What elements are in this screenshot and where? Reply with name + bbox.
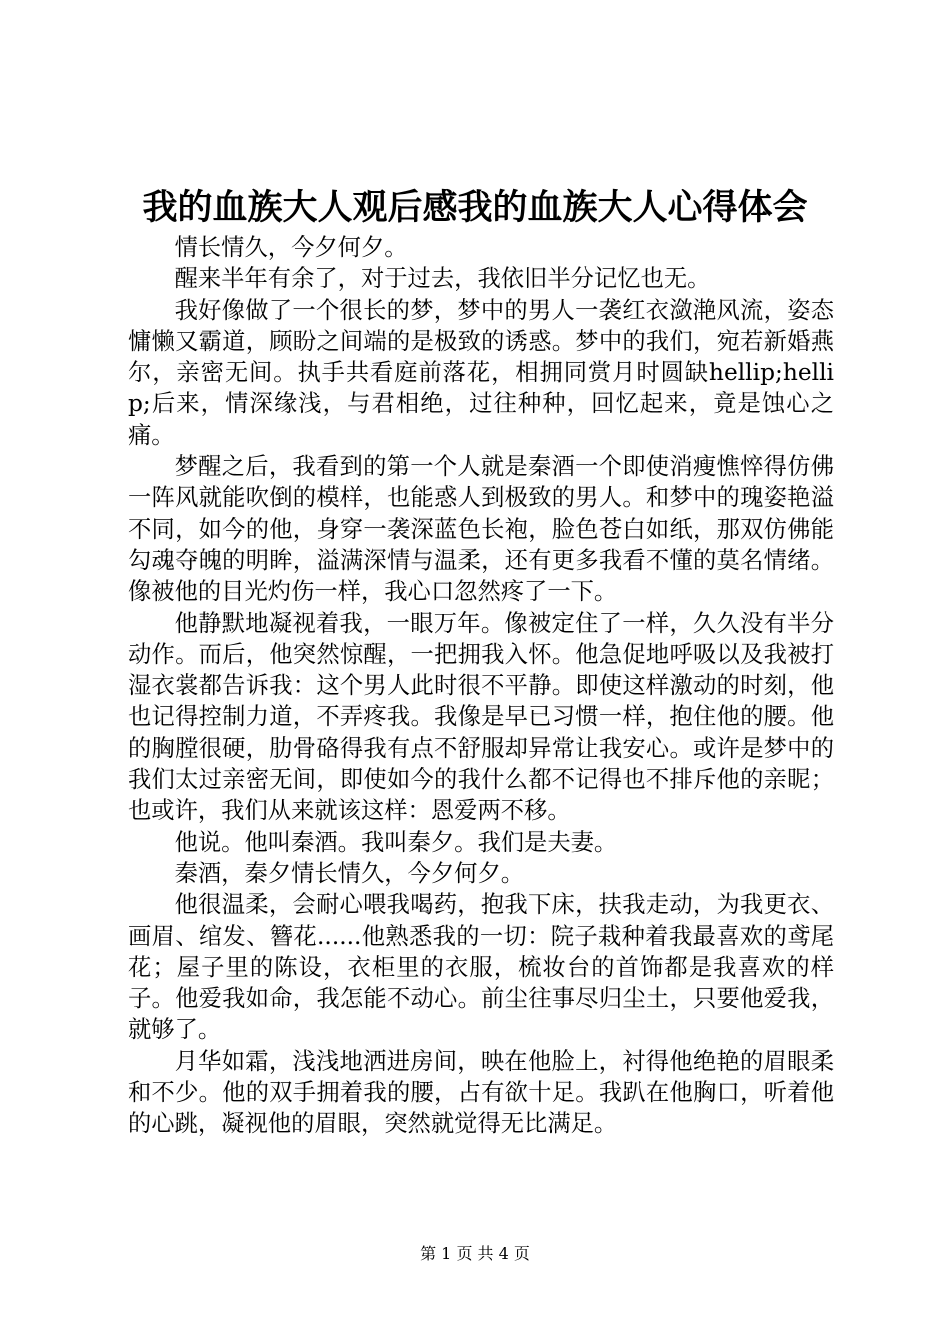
paragraph: 秦酒，秦夕情长情久，今夕何夕。 xyxy=(174,859,525,887)
paragraph: 情长情久，今夕何夕。 xyxy=(174,234,408,261)
paragraph: 我好像做了一个很长的梦，梦中的男人一袭红衣潋滟风流，姿态慵懒又霸道，顾盼之间端的是极致的诱惑。梦中的我们，宛若新婚燕尔，亲密无间。执手共看庭前落花，相拥同赏月时圆缺hellip;hellip;后来，情深缘浅，与君相绝，过往种种，回忆起来，竟是蚀心之痛。 xyxy=(128,296,834,449)
paragraph: 梦醒之后，我看到的第一个人就是秦酒一个即使消瘦憔悴得仿佛一阵风就能吹倒的模样，也能惑人到极致的男人。和梦中的瑰姿艳溢不同，如今的他，身穿一袭深蓝色长袍，脸色苍白如纸，那双仿佛能勾魂夺魄的明眸，溢满深情与温柔，还有更多我看不懂的莫名情绪。像被他的目光灼伤一样，我心口忽然疼了一下。 xyxy=(128,453,834,606)
paragraph: 醒来半年有余了，对于过去，我依旧半分记忆也无。 xyxy=(174,265,711,293)
page-footer: 第 1 页 共 4 页 xyxy=(420,1244,530,1263)
paragraph: 他说。他叫秦酒。我叫秦夕。我们是夫妻。 xyxy=(174,828,618,856)
document-body xyxy=(128,232,834,1140)
paragraph: 他很温柔，会耐心喂我喝药，抱我下床，扶我走动，为我更衣、画眉、绾发、簪花......他熟悉我的一切：院子栽种着我最喜欢的鸢尾花；屋子里的陈设，衣柜里的衣服，梳妆台的首饰都是我喜欢的样子。他爱我如命，我怎能不动心。前尘往事尽归尘土，只要他爱我，就够了。 xyxy=(128,891,834,1044)
paragraph: 他静默地凝视着我，一眼万年。像被定住了一样，久久没有半分动作。而后，他突然惊醒，一把拥我入怀。他急促地呼吸以及我被打湿衣裳都告诉我：这个男人此时很不平静。即使这样激动的时刻，他也记得控制力道，不弄疼我。我像是早已习惯一样，抱住他的腰。他的胸膛很硬，肋骨硌得我有点不舒服却异常让我安心。或许是梦中的我们太过亲密无间，即使如今的我什么都不记得也不排斥他的亲昵；也或许，我们从来就该这样：恩爱两不移。 xyxy=(128,609,834,825)
document-title: 我的血族大人观后感我的血族大人心得体会 xyxy=(142,187,808,228)
paragraph: 月华如霜，浅浅地洒进房间，映在他脸上，衬得他绝艳的眉眼柔和不少。他的双手拥着我的腰，占有欲十足。我趴在他胸口，听着他的心跳，凝视他的眉眼，突然就觉得无比满足。 xyxy=(128,1047,834,1138)
